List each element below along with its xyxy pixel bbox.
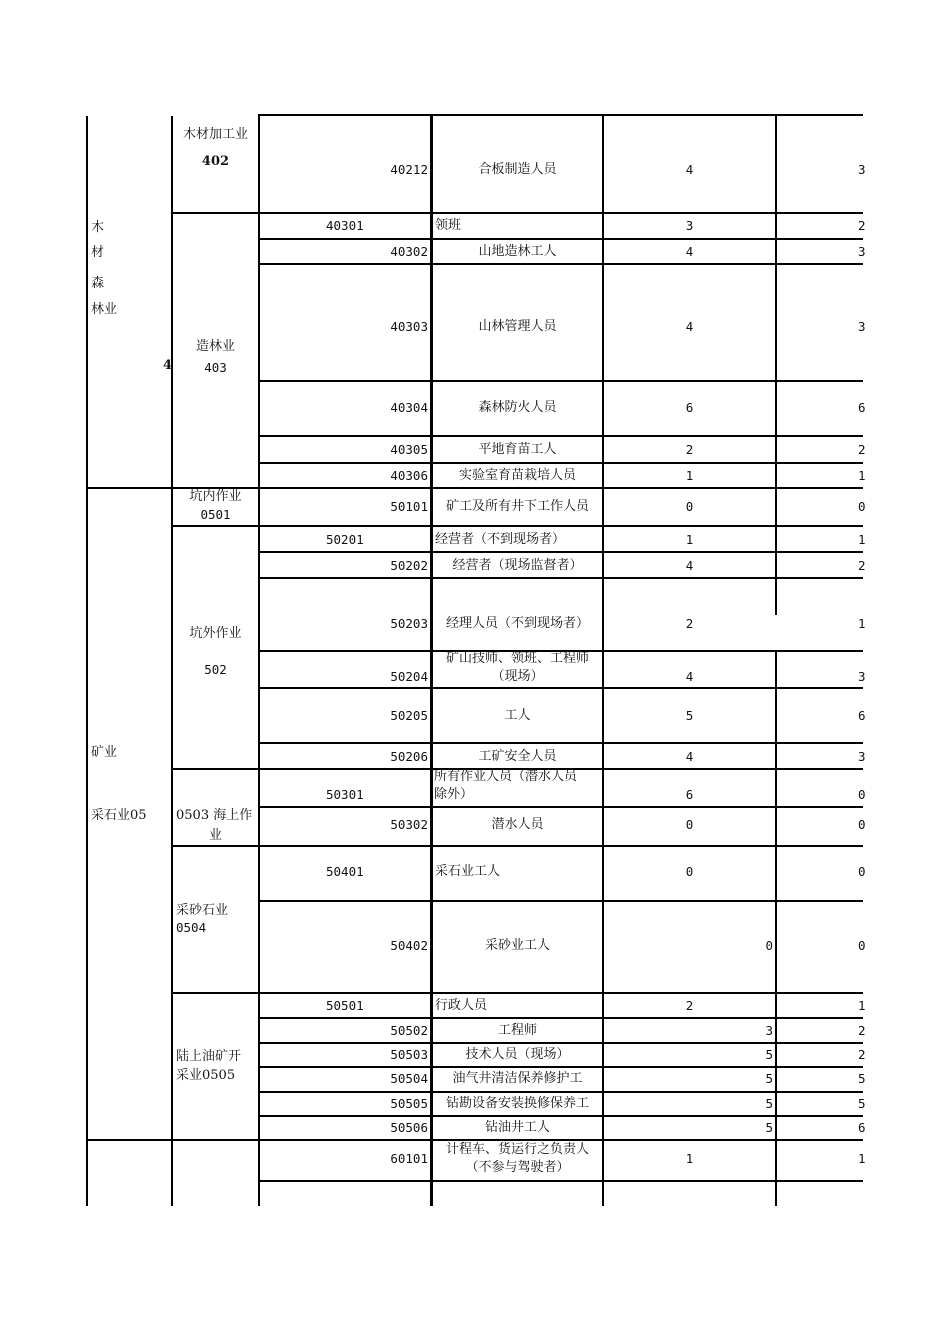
row-code: 40306 bbox=[390, 468, 428, 483]
grid-line bbox=[258, 1180, 863, 1182]
row-value-2: 3 bbox=[858, 162, 866, 177]
grid-line bbox=[775, 116, 777, 615]
row-value-1: 0 bbox=[685, 864, 694, 879]
row-value-1: 3 bbox=[685, 218, 694, 233]
subgroup-name: 采砂石业 bbox=[176, 903, 229, 918]
subgroup-name: 坑内作业 bbox=[189, 489, 242, 504]
grid-line bbox=[258, 900, 863, 902]
row-title: 矿山技师、领班、工程师 bbox=[445, 651, 589, 666]
row-value-1: 4 bbox=[685, 244, 694, 259]
row-value-2: 3 bbox=[858, 749, 866, 764]
grid-line bbox=[258, 263, 863, 265]
row-value-2: 0 bbox=[858, 864, 866, 879]
grid-line bbox=[258, 380, 863, 382]
row-code: 50201 bbox=[326, 532, 364, 547]
row-code: 50101 bbox=[390, 499, 428, 514]
grid-line bbox=[258, 435, 863, 437]
subgroup-name: 坑外作业 bbox=[189, 626, 242, 641]
row-value-1: 5 bbox=[685, 708, 694, 723]
subgroup-name: 木材加工业 bbox=[182, 127, 248, 142]
grid-line bbox=[258, 1115, 863, 1117]
subgroup-code: 0501 bbox=[200, 507, 231, 522]
row-title: 山地造林工人 bbox=[478, 244, 557, 259]
row-title: 矿工及所有井下工作人员 bbox=[445, 499, 589, 514]
row-title: 潜水人员 bbox=[491, 817, 544, 832]
grid-line bbox=[258, 238, 863, 240]
row-title: 实验室育苗栽培人员 bbox=[458, 468, 576, 483]
row-code: 50302 bbox=[390, 817, 428, 832]
row-title: 工矿安全人员 bbox=[478, 749, 557, 764]
row-value-2: 2 bbox=[858, 218, 866, 233]
row-code: 50206 bbox=[390, 749, 428, 764]
row-code: 50204 bbox=[390, 669, 428, 684]
row-title: 经营者（现场监督者） bbox=[452, 558, 583, 573]
grid-line bbox=[258, 806, 863, 808]
group-forestry-label: 材 bbox=[91, 245, 105, 260]
grid-line bbox=[171, 845, 863, 847]
row-title: 领班 bbox=[435, 218, 462, 233]
row-code: 50502 bbox=[390, 1023, 428, 1038]
row-code: 50505 bbox=[390, 1096, 428, 1111]
row-value-1: 0 bbox=[685, 499, 694, 514]
row-value-1: 1 bbox=[685, 532, 694, 547]
row-title: 森林防火人员 bbox=[478, 400, 557, 415]
row-title: 采砂业工人 bbox=[484, 938, 550, 953]
row-value-1: 5 bbox=[765, 1047, 773, 1062]
grid-line bbox=[258, 742, 863, 744]
row-code: 40301 bbox=[326, 218, 364, 233]
row-value-1: 4 bbox=[685, 558, 694, 573]
row-value-1: 5 bbox=[765, 1120, 773, 1135]
row-value-2: 3 bbox=[858, 669, 866, 684]
row-value-2: 0 bbox=[858, 787, 866, 802]
row-title: 计程车、货运行之负责人 bbox=[445, 1142, 589, 1157]
row-code: 50301 bbox=[326, 787, 364, 802]
grid-line bbox=[86, 116, 88, 1206]
row-value-1: 2 bbox=[685, 616, 694, 631]
row-title: 采石业工人 bbox=[435, 864, 501, 879]
subgroup-name: 造林业 bbox=[195, 339, 235, 354]
row-code: 40305 bbox=[390, 442, 428, 457]
grid-line bbox=[258, 687, 863, 689]
subgroup-name: 陆上油矿开 bbox=[176, 1049, 242, 1064]
row-value-2: 1 bbox=[858, 1151, 866, 1166]
row-value-2: 1 bbox=[858, 998, 866, 1013]
group-mining-label: 采石业05 bbox=[91, 808, 147, 823]
subgroup-code: 502 bbox=[204, 662, 227, 677]
row-value-1: 5 bbox=[765, 1071, 773, 1086]
row-code: 60101 bbox=[390, 1151, 428, 1166]
row-value-2: 1 bbox=[858, 532, 866, 547]
grid-line bbox=[775, 651, 777, 1206]
row-code: 50503 bbox=[390, 1047, 428, 1062]
row-title: 所有作业人员（潜水人员 bbox=[434, 769, 578, 784]
row-value-2: 2 bbox=[858, 1047, 866, 1062]
subgroup-code: 0504 bbox=[176, 920, 207, 935]
row-value-1: 4 bbox=[685, 669, 694, 684]
grid-line bbox=[258, 1017, 863, 1019]
row-title: 技术人员（现场） bbox=[465, 1047, 570, 1062]
row-value-1: 0 bbox=[765, 938, 773, 953]
row-value-1: 4 bbox=[685, 749, 694, 764]
subgroup-name: 业 bbox=[208, 828, 222, 843]
row-title: 工人 bbox=[504, 708, 531, 723]
row-code: 50402 bbox=[390, 938, 428, 953]
row-value-1: 4 bbox=[685, 319, 694, 334]
row-value-2: 0 bbox=[858, 817, 866, 832]
group-forestry-code: 4 bbox=[163, 358, 173, 373]
row-value-1: 1 bbox=[685, 468, 694, 483]
row-code: 40212 bbox=[390, 162, 428, 177]
row-title: 钻油井工人 bbox=[484, 1120, 550, 1135]
row-value-2: 0 bbox=[858, 499, 866, 514]
row-value-1: 6 bbox=[685, 400, 694, 415]
row-title: 行政人员 bbox=[435, 998, 488, 1013]
row-title: 除外） bbox=[434, 787, 474, 802]
row-title: （不参与驾驶者） bbox=[465, 1160, 570, 1175]
row-title: 工程师 bbox=[497, 1023, 537, 1038]
row-code: 50401 bbox=[326, 864, 364, 879]
row-title: 平地育苗工人 bbox=[478, 442, 557, 457]
subgroup-name: 0503 海上作 bbox=[176, 808, 253, 823]
subgroup-code: 402 bbox=[201, 154, 230, 169]
row-value-2: 6 bbox=[858, 708, 866, 723]
row-title: （现场） bbox=[491, 669, 544, 684]
row-value-1: 2 bbox=[685, 998, 694, 1013]
row-value-2: 3 bbox=[858, 244, 866, 259]
row-title: 经理人员（不到现场者） bbox=[445, 616, 589, 631]
row-value-2: 1 bbox=[858, 468, 866, 483]
row-code: 50205 bbox=[390, 708, 428, 723]
grid-line bbox=[258, 1091, 863, 1093]
row-value-1: 1 bbox=[685, 1151, 694, 1166]
row-value-2: 3 bbox=[858, 319, 866, 334]
row-title: 油气井清洁保养修护工 bbox=[452, 1071, 583, 1086]
row-value-2: 6 bbox=[858, 1120, 866, 1135]
grid-line bbox=[258, 1066, 863, 1068]
row-title: 钻勘设备安装换修保养工 bbox=[445, 1096, 589, 1111]
grid-line bbox=[171, 992, 863, 994]
grid-line bbox=[258, 462, 863, 464]
group-forestry-label: 木 bbox=[91, 220, 105, 235]
grid-line bbox=[171, 525, 863, 527]
row-value-2: 5 bbox=[858, 1071, 866, 1086]
grid-line bbox=[258, 577, 863, 579]
grid-line bbox=[86, 1139, 863, 1141]
row-value-2: 2 bbox=[858, 558, 866, 573]
row-value-2: 2 bbox=[858, 442, 866, 457]
row-value-2: 6 bbox=[858, 400, 866, 415]
row-value-1: 2 bbox=[685, 442, 694, 457]
row-title: 山林管理人员 bbox=[478, 319, 557, 334]
row-value-2: 2 bbox=[858, 1023, 866, 1038]
row-value-2: 1 bbox=[858, 616, 866, 631]
row-value-1: 6 bbox=[685, 787, 694, 802]
row-code: 40304 bbox=[390, 400, 428, 415]
row-value-1: 0 bbox=[685, 817, 694, 832]
row-title: 经营者（不到现场者） bbox=[435, 532, 566, 547]
row-title: 合板制造人员 bbox=[478, 162, 557, 177]
row-code: 50501 bbox=[326, 998, 364, 1013]
grid-line bbox=[258, 551, 863, 553]
row-value-2: 0 bbox=[858, 938, 866, 953]
grid-line bbox=[258, 114, 863, 116]
row-value-2: 5 bbox=[858, 1096, 866, 1111]
row-code: 40302 bbox=[390, 244, 428, 259]
row-code: 50506 bbox=[390, 1120, 428, 1135]
subgroup-code: 403 bbox=[204, 360, 227, 375]
row-code: 40303 bbox=[390, 319, 428, 334]
row-code: 50202 bbox=[390, 558, 428, 573]
grid-line bbox=[171, 212, 863, 214]
grid-line bbox=[258, 1042, 863, 1044]
grid-line bbox=[171, 116, 173, 1206]
group-mining-label: 矿业 bbox=[91, 745, 118, 760]
group-forestry-label: 森 bbox=[91, 276, 105, 291]
group-forestry-label: 林业 bbox=[91, 302, 118, 317]
subgroup-name: 采业0505 bbox=[176, 1068, 236, 1083]
row-code: 50504 bbox=[390, 1071, 428, 1086]
row-value-1: 3 bbox=[765, 1023, 773, 1038]
row-value-1: 4 bbox=[685, 162, 694, 177]
row-value-1: 5 bbox=[765, 1096, 773, 1111]
row-code: 50203 bbox=[390, 616, 428, 631]
